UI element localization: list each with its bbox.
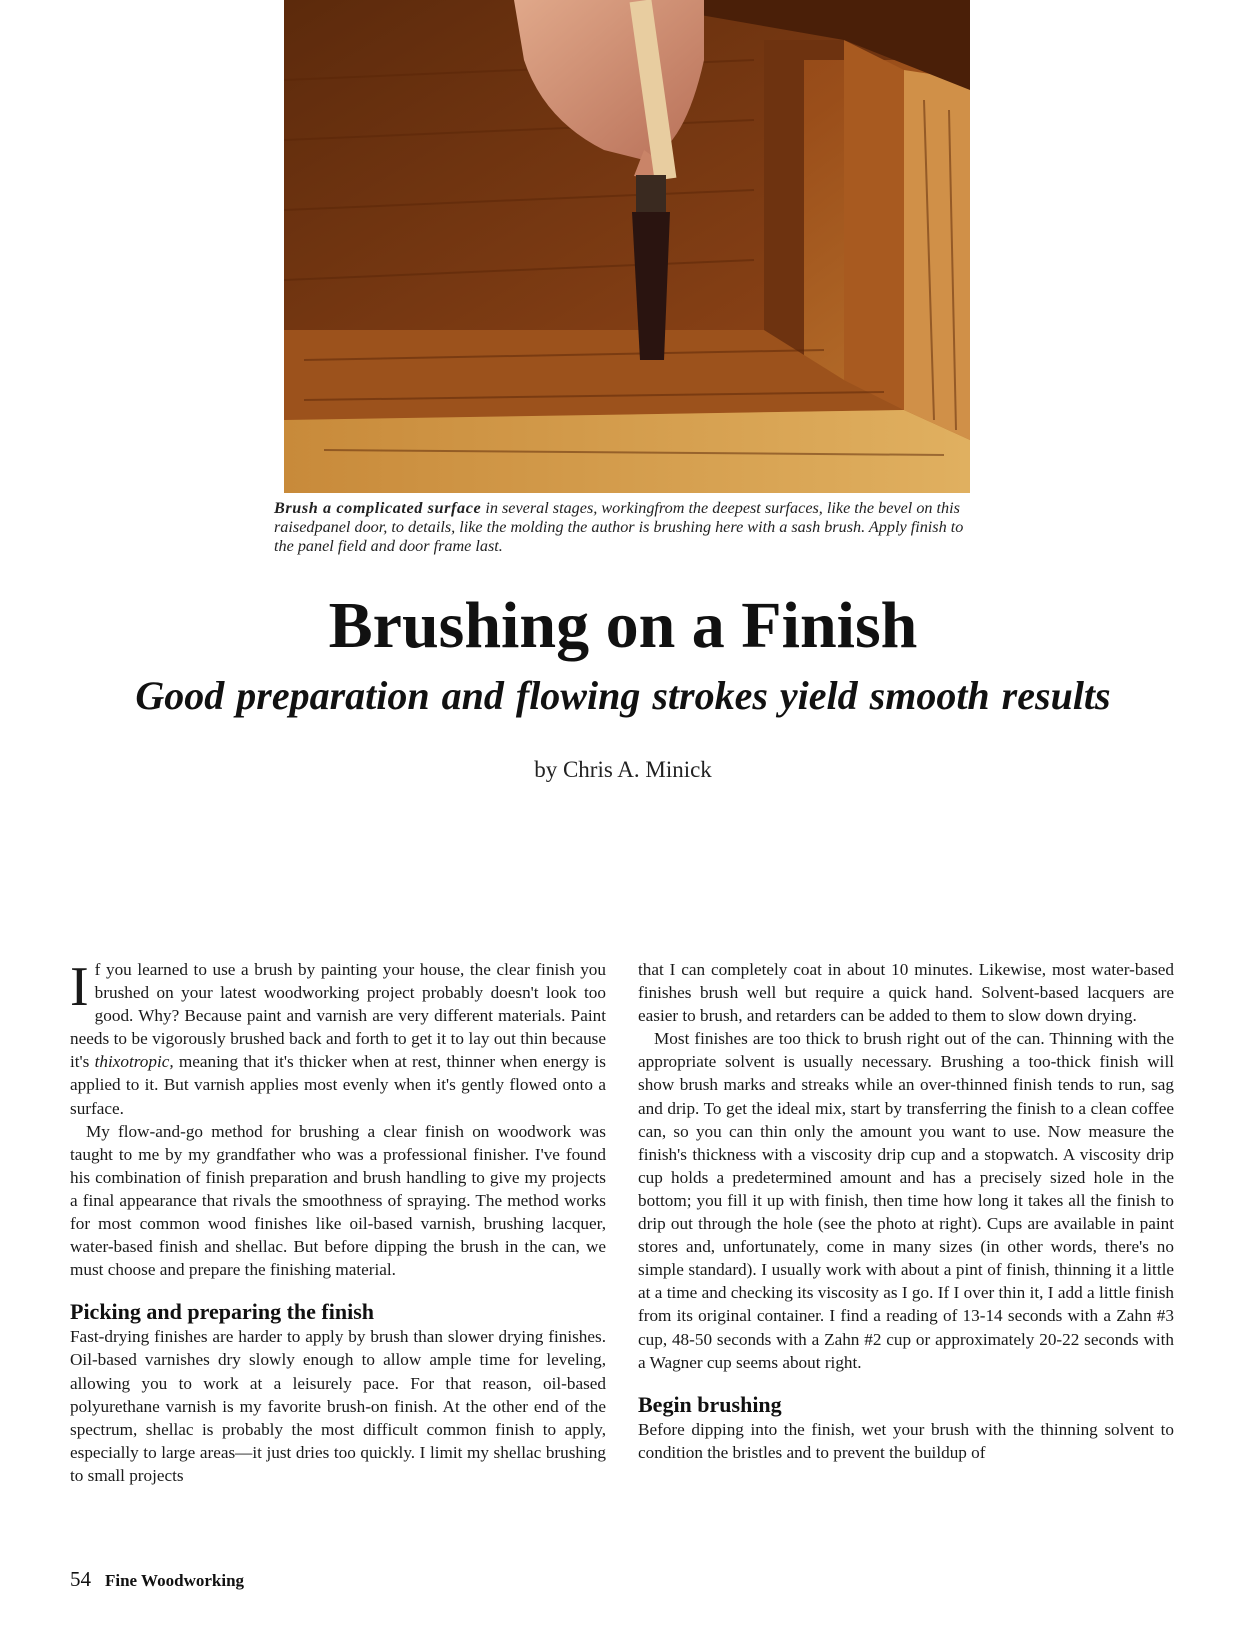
brush-on-panel-door-photo bbox=[284, 0, 970, 493]
paragraph: Most finishes are too thick to brush right out of the can. Thinning with the appropriate solvent is usually necessary. Brushing a too-thick finish will show brush marks and streaks while an over-thinned finish tends to run, sag and drip. To get the ideal mix, start by transferring the finish to a clean coffee can, so you can thin only the amount you want to use. Now measure the finish's thickness with a viscosity drip cup and a stopwatch. A viscosity drip cup holds a predetermined amount and has a precisely sized hole in the bottom; you fill it up with finish, then time how long it takes all the finish to drip out through the hole (see the photo at right). Cups are available in paint stores and, unfortunately, come in many sizes (in other words, there's no simple standard). I usually work with about a pint of finish, thinning it a little at a time and checking its viscosity as I go. If I over thin it, I add a little finish from its original container. I find a reading of 13-14 seconds with a Zahn #3 cup, 48-50 seconds with a Zahn #2 cup or approximately 20-22 seconds with a Wagner cup seems about right. bbox=[638, 1029, 1174, 1372]
drop-cap: I bbox=[70, 956, 89, 1018]
italic-term: thixotropic, bbox=[94, 1052, 174, 1072]
paragraph bbox=[70, 958, 606, 1120]
caption-text: in several stages, workingfrom the deepest surfaces, like the bevel on this raisedpanel door, to details, like the molding the author is brushing here with a sash brush. Apply finish to the panel field and door frame last. bbox=[274, 499, 964, 555]
section-heading: Begin brushing bbox=[638, 1391, 782, 1417]
paragraph: Before dipping into the finish, wet your brush with the thinning solvent to condition the bristles and to prevent the buildup of bbox=[638, 1419, 1174, 1462]
paragraph: Fast-drying finishes are harder to apply by brush than slower drying finishes. Oil-based varnishes dry slowly enough to allow ample time for leveling, allowing you to work at a leisurely pace. For that reason, oil-based polyurethane varnish is my favorite brush-on finish. At the other end of the spectrum, shellac is probably the most difficult common finish to apply, especially to large areas—it just dries too quickly. I limit my shellac brushing to small projects bbox=[70, 1327, 606, 1485]
magazine-name: Fine Woodworking bbox=[105, 1571, 245, 1590]
byline: by Chris A. Minick bbox=[534, 757, 712, 782]
page-footer bbox=[70, 1567, 244, 1592]
caption-lead: Brush a complicated surface bbox=[274, 499, 482, 517]
paragraph: My flow-and-go method for brushing a clear finish on woodwork was taught to me by my grandfather who was a professional finisher. I've found his combination of finish preparation and brush handling to give my projects a final appearance that rivals the smoothness of spraying. The method works for most common wood finishes like oil-based varnish, brushing lacquer, water-based finish and shellac. But before dipping the brush in the can, we must choose and prepare the finishing material. bbox=[70, 1121, 606, 1280]
paragraph: that I can completely coat in about 10 minutes. Likewise, most water-based finishes brush well but require a quick hand. Solvent-based lacquers are easier to brush, and retarders can be added to them to slow down drying. bbox=[638, 960, 1174, 1026]
article-photo bbox=[284, 0, 970, 493]
photo-caption bbox=[274, 499, 980, 556]
body-column-right bbox=[638, 958, 1174, 1464]
page-number: 54 bbox=[70, 1567, 91, 1591]
paragraph-text: f you learned to use a brush by painting your house, the clear finish you brushed on your latest woodworking project probably doesn't look too good. Why? Because paint and varnish are very different materials. Paint needs to be vigorously brushed back and forth to get it to lay out thin because it's bbox=[70, 960, 606, 1072]
paragraph-text: meaning that it's thicker when at rest, thinner when energy is applied to it. But varnish applies most evenly when it's gently flowed onto a surface. bbox=[70, 1052, 606, 1118]
article-subtitle: Good preparation and flowing strokes yield smooth results bbox=[135, 673, 1111, 718]
article-title: Brushing on a Finish bbox=[328, 589, 918, 662]
section-heading: Picking and preparing the finish bbox=[70, 1299, 374, 1325]
body-column-left bbox=[70, 958, 606, 1487]
